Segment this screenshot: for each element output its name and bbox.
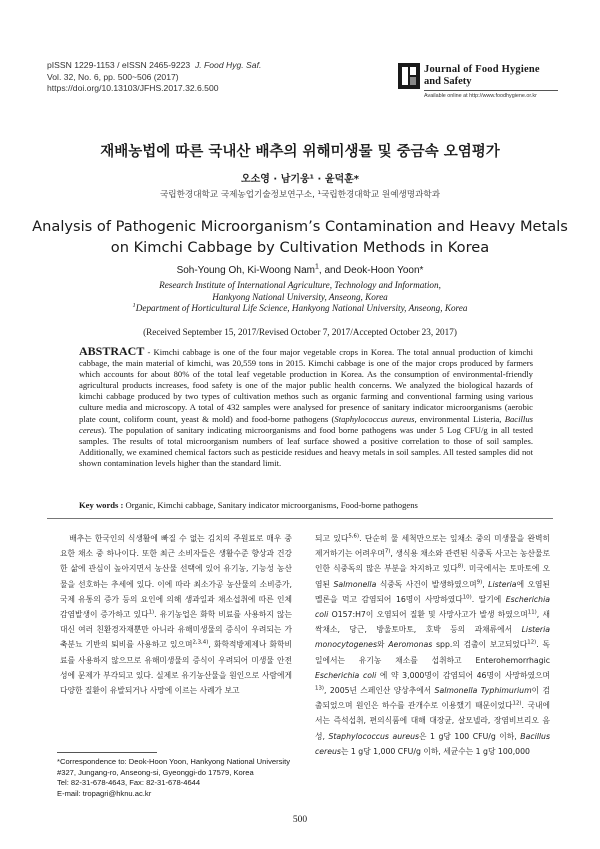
body-column-right <box>315 531 550 759</box>
authors-english: Soh-Young Oh, Ki-Woong Nam$^1$, and Deok-Hoon Yoon* <box>176 263 424 276</box>
journal-meta <box>47 60 261 95</box>
logo-title-line1: Journal of Food Hygiene <box>424 64 540 75</box>
keywords-label: Key words : <box>79 500 124 510</box>
journal-logo <box>398 63 558 105</box>
title-korean: 재배농법에 따른 국내산 배추의 위해미생물 및 중금속 오염평가 <box>100 144 500 160</box>
paragraph: 되고 있다$^{5,6)}$. 단순히 물 세척만으로는 잎채소 중의 미생물을 완벽히 제거하기는 어려우며$^{7)}$, 생식용 채소와 관련된 식중독 사고는 농산물로 인한 식중독의 많은 부분을 차지하고 있다$^{8)}$. 미국에서는 토마토에 오염된 Salmonella 식중독 사건이 발생하였으며$^{9)}$, Listeria에 오염된 멜론을 먹고 감염되어 16명이 사망하였다$^{10)}$. 딸기에 Escherichia coli O157:H7이 오염되어 질환 및 사망사고가 발생 하였으며$^{11)}$, 새싹채소, 당근, 방울토마토, 호박 등의 과채류에서 Listeria monocytogenes와 Aeromonas spp.의 검출이 보고되었다$^{12)}$. 독일에서는 유기농 채소를 섭취하고 Enterohemorrhagic Escherichia coli 에 약 3,000명이 감염되어 46명이 사망하였으며$^{13)}$, 2005년 스페인산 양상추에서 Salmonella Typhimurium이 검출되었으며 원인은 하수를 관개수로 이용했기 때문이었다$^{12)}$. 국내에서는 즉석섭취, 편의식품에 대해 대장균, 살모넬라, 장염비브리오 음성, Staphylococcus aureus은 1 g당 100 CFU/g 이하, Bacillus cereus는 1 g당 1,000 CFU/g 이하, 세균수는 1 g당 100,000 <box>315 533 551 756</box>
logo-url[interactable]: Available online at http://www.foodhygiene.or.kr <box>424 93 537 99</box>
issn: pISSN 1229-1153 / eISSN 2465-9223 J. Food Hyg. Saf. <box>47 60 262 70</box>
affiliation-english: Research Institute of International Agriculture, Technology and Information, Hankyong National University, Anseong, Korea $^1$Department of Horticultural Life Science, Hankyong National University, Anseong, Korea <box>132 280 468 314</box>
correspondence-email[interactable]: E-mail: tropagri@hknu.ac.kr <box>57 788 152 798</box>
correspondence-footnote: *Correspondence to: Deok-Hoon Yoon, Hankyong National University #327, Jungang-ro, Anseong-si, Gyeonggi-do 17579, Korea Tel: 82-31-678-4643, Fax: 82-31-678-4644 E-mail: tropagri@hknu.ac.kr <box>57 757 297 799</box>
logo-title-line2: and Safety <box>424 76 472 87</box>
page-number: 500 <box>292 815 308 825</box>
journal-abbrev: J. Food Hyg. Saf. <box>194 60 262 70</box>
paragraph: 배추는 한국인의 식생활에 빠질 수 없는 김치의 주원료로 매우 중요한 채소 중 하나이다. 또한 최근 소비자들은 생활수준 향상과 건강한 삶에 관심이 높아지면서 농산물 선택에 있어 유기농, 기능성 농산물을 선호하는 추세에 있다. 이에 따라 최소가공 농산물의 소비증가, 국제 유통의 증가 등의 요인에 의해 생과일과 채소섭취에 따른 인체 감염발생이 증가하고 있다$^{1)}$. 유기농업은 화학 비료를 사용하지 않는 대신 여러 친환경자재뿐만 아니라 유해미생물의 증식이 우려되는 가축분뇨 기반의 퇴비를 사용하고 있으며$^{2,3,4)}$, 화학적방제제나 화학비료를 사용하지 않으므로 유해미생물의 증식이 우려되어 미생물 안전성에 문제가 부각되고 있다. 실제로 유기농산물을 원인으로 사람에게 다양한 질환이 유발되거나 사망에 이르는 사례가 보고 <box>60 534 292 696</box>
authors-korean: 오소영 · 남기웅¹ · 윤덕훈* <box>240 174 360 185</box>
journal-logo-icon <box>398 63 420 89</box>
abstract-label: ABSTRACT <box>79 344 145 358</box>
abstract: ABSTRACT - Kimchi cabbage is one of the four major vegetable crops in Korea. The total annual production of kimchi cabbage, the main material of kimchi, was 20,559 tons in 2015. Kimchi cabbage is one of the major crops produced by farmers which accounts for about 80% of the total leaf vegetable production in Korea. As the consumption of environmental-friendly agricultural products increases, food safety is one of the major public health concerns. We analyzed the biological hazards of kimchi cabbage produced by two types of cultivation methos such as organic farming and conventional farming using various culture media and microscopy. A total of 432 samples were analysed for presence of sanitary indicator microorganisms (aerobic plate count, coliform count, yeast & mold) and food-borne pathogens (Staphylococcus aureus, environmental Listeria, Bacillus cereus). The population of sanitary indicating microorganisms and food borne pathogens was under 5 Log CFU/g in all tested samples. The results of total microorganism numbers of leaf surface showed a positive correlation to those of soil samples. Additionally, we examined chemical factors such as pesticide residues and heavy metals in soil samples. All tested samples did not shown contamination levels higher than the standard limit. <box>79 344 533 468</box>
footnote-divider <box>57 752 157 753</box>
doi-link[interactable]: https://doi.org/10.13103/JFHS.2017.32.6.500 <box>47 83 219 93</box>
keywords: Key words : Organic, Kimchi cabbage, Sanitary indicator microorganisms, Food-borne pathogens <box>79 500 418 510</box>
affiliation-korean: 국립한경대학교 국제농업기술정보연구소, ¹국립한경대학교 원예생명과학과 <box>159 190 441 200</box>
logo-divider <box>424 90 558 91</box>
volume-info: Vol. 32, No. 6, pp. 500~506 (2017) <box>47 71 179 82</box>
received-dates: (Received September 15, 2017/Revised October 7, 2017/Accepted October 23, 2017) <box>143 327 457 337</box>
abstract-divider <box>47 518 553 519</box>
body-column-left <box>60 531 292 698</box>
title-english: Analysis of Pathogenic Microorganism’s Contamination and Heavy Metals on Kimchi Cabbage by Cultivation Methods in Korea <box>32 218 568 256</box>
